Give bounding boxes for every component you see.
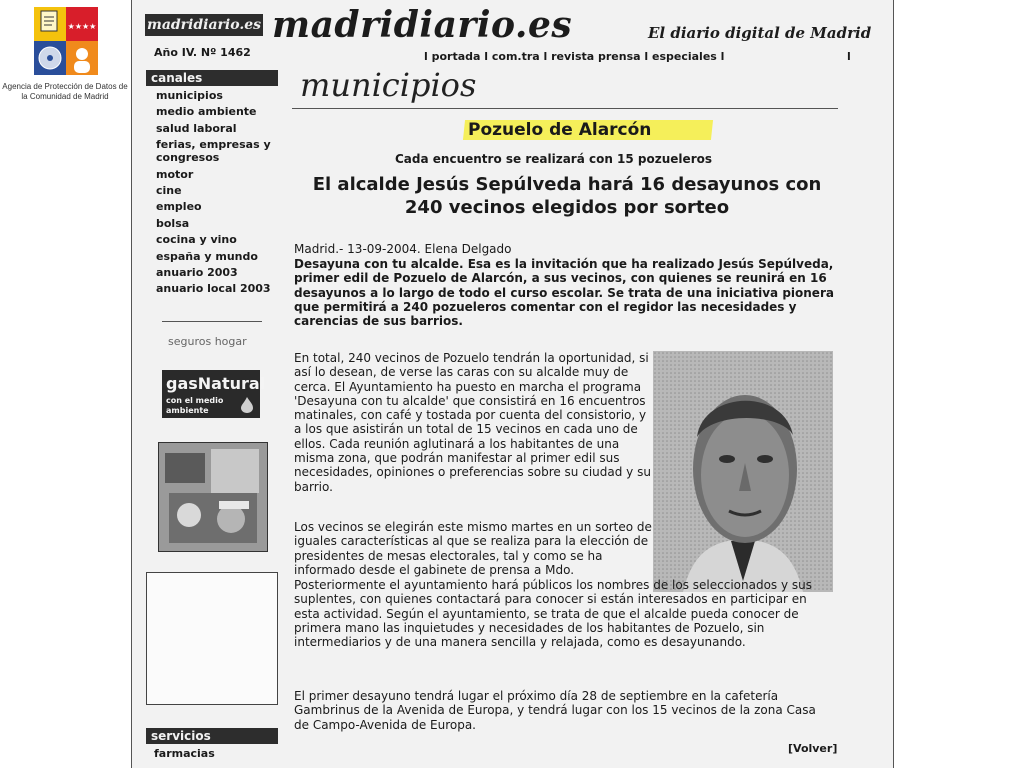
scanned-article-page: [131, 0, 894, 768]
gas-natural-ad[interactable]: [162, 370, 266, 418]
portrait-photo-icon: [653, 351, 833, 592]
section-title: municipios: [300, 66, 477, 104]
servicios-header: servicios: [146, 728, 278, 744]
canal-item[interactable]: bolsa: [156, 216, 190, 230]
canal-item[interactable]: empleo: [156, 200, 202, 214]
svg-text:★★★★: ★★★★: [67, 22, 97, 31]
sidebar-ad-photo-icon: [159, 443, 267, 551]
canal-item[interactable]: cocina y vino: [156, 233, 237, 247]
gas-natural-ad-title: gasNatural: [166, 374, 266, 393]
canal-item[interactable]: cine: [156, 183, 182, 197]
article-headline: El alcalde Jesús Sepúlveda hará 16 desayunos con 240 vecinos elegidos por sorteo: [312, 174, 822, 218]
article-paragraph: Los vecinos se elegirán este mismo martes en un sorteo de iguales características al que se realiza para la elección de presidentes de mesas electorales, tal y como se ha informado desde el gabinete de prensa a Mdo.: [294, 520, 652, 577]
canal-item[interactable]: anuario local 2003: [156, 282, 271, 296]
agency-logo-icon: [34, 7, 98, 75]
canales-list: [156, 89, 274, 299]
article-place: Pozuelo de Alarcón: [468, 120, 652, 140]
seguros-link[interactable]: seguros hogar: [168, 335, 247, 348]
article-lead: Desayuna con tu alcalde. Esa es la invitación que ha realizado Jesús Sepúlveda, primer edil de Pozuelo de Alarcón, a sus vecinos, con quienes se reunirá en 16 desayunos a lo largo de todo el curso escolar. Se trata de una iniciativa pionera que permitirá a 240 pozueleros comentar con el regidor las necesidades y carencias de sus barrios.: [294, 257, 834, 329]
article-paragraph: El primer desayuno tendrá lugar el próximo día 28 de septiembre en la cafetería Gambrinus de la Avenida de Europa, y tendrá lugar con los 15 vecinos de la zona Casa de Campo-Avenida de Europa.: [294, 689, 816, 732]
volver-link[interactable]: [Volver]: [788, 742, 838, 755]
masthead-logo-box: madridiario.es: [145, 14, 263, 36]
article-paragraph: Posteriormente el ayuntamiento hará públicos los nombres de los seleccionados y sus suplentes, con quienes contactará para conocer si están interesados en participar en esta actividad. Según el ayuntamiento, se trata de que el alcalde pueda conocer de primera mano las inquietudes y necesidades de los habitantes de Pozuelo, sin intermediarios y de una manera sencilla y relajada, como es desayunando.: [294, 578, 813, 650]
canales-header: canales: [146, 70, 278, 86]
top-navigation[interactable]: l portada l com.tra l revista prensa l especiales l: [424, 50, 725, 63]
top-navigation-end: l: [847, 50, 851, 63]
sidebar-ad-image[interactable]: [158, 442, 268, 552]
canal-item[interactable]: motor: [156, 167, 194, 181]
canal-item[interactable]: anuario 2003: [156, 265, 238, 279]
mayor-portrait: [653, 351, 833, 592]
empty-ad-slot: [146, 572, 278, 705]
section-rule: [292, 108, 838, 109]
canal-item[interactable]: municipios: [156, 89, 223, 102]
article-paragraph: En total, 240 vecinos de Pozuelo tendrán la oportunidad, si así lo desean, de verse las caras con su alcalde muy de cerca. El Ayuntamiento ha puesto en marcha el programa 'Desayuna con tu alcalde' que consistirá en 16 encuentros matinales, con café y tostada por cuenta del consistorio, y a los que asistirán un total de 15 vecinos en cada uno de ellos. Cada reunión aglutinará a los habitantes de una misma zona, que podrán manifestar al primer edil sus necesidades, opiniones o preferencias sobre su ciudad y su barrio.: [294, 351, 651, 494]
article-byline: Madrid.- 13-09-2004. Elena Delgado: [294, 242, 512, 256]
sidebar-divider: [162, 321, 262, 322]
servicio-item[interactable]: farmacias: [154, 747, 215, 760]
masthead-tagline: El diario digital de Madrid: [648, 24, 872, 42]
canal-item[interactable]: salud laboral: [156, 121, 237, 135]
article-kicker: Cada encuentro se realizará con 15 pozueleros: [395, 152, 712, 166]
agency-caption: Agencia de Protección de Datos de la Comunidad de Madrid: [2, 82, 128, 101]
masthead-title: madridiario.es: [272, 4, 573, 46]
agency-logo-block: [0, 0, 130, 110]
canal-item[interactable]: medio ambiente: [156, 105, 257, 119]
gas-natural-ad-subtitle: con el medio ambiente: [166, 396, 224, 415]
issue-number: Año IV. Nº 1462: [154, 46, 251, 59]
canal-item[interactable]: españa y mundo: [156, 249, 258, 263]
canal-item[interactable]: ferias, empresas y congresos: [156, 138, 271, 165]
flame-icon: [238, 396, 256, 414]
